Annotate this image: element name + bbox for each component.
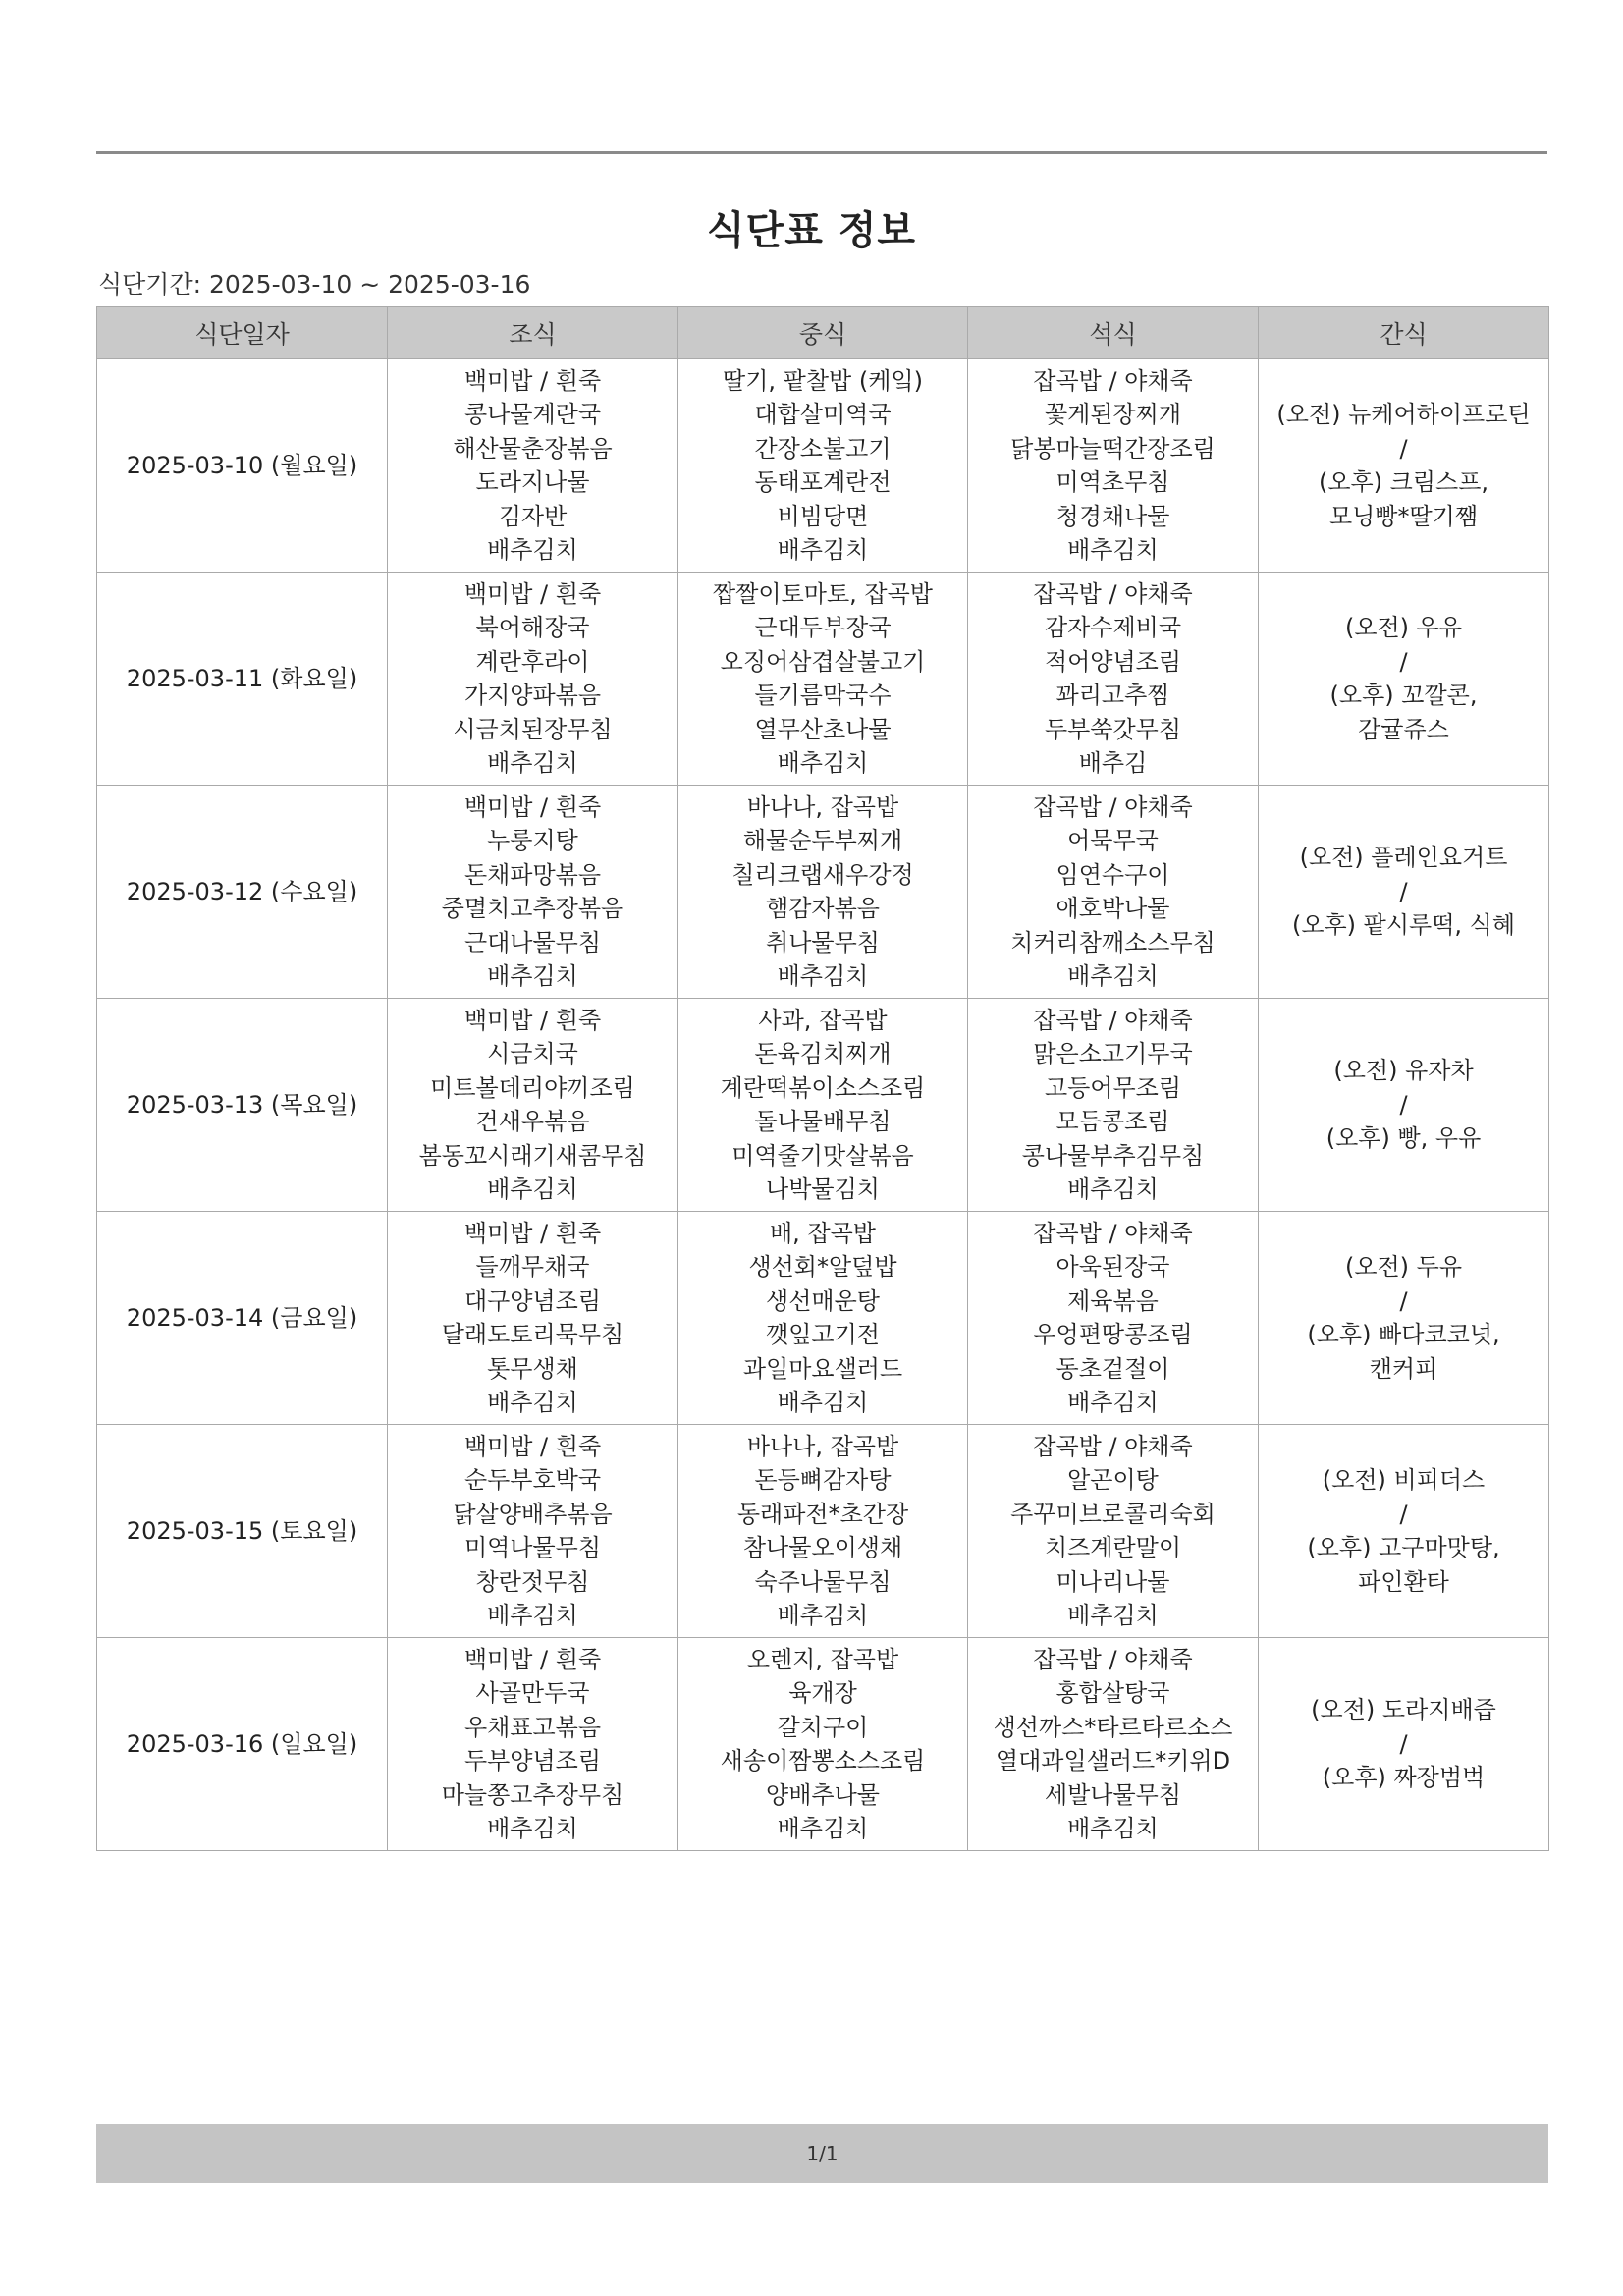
menu-item: 고등어무조림 [1044,1073,1182,1102]
dinner-cell [968,359,1259,573]
menu-item: 잡곡밥 / 야채죽 [1033,366,1193,395]
menu-item: 배추김치 [1067,962,1159,990]
menu-item: 계란떡볶이소스조림 [720,1073,926,1102]
menu-item: 파인환타 [1358,1567,1449,1596]
lunch-cell [678,1638,968,1851]
menu-item: (오전) 도라지배즙 [1311,1696,1496,1724]
menu-item: 제육볶음 [1067,1286,1159,1315]
page-title: 식단표 정보 [706,208,917,253]
menu-item: 백미밥 / 흰죽 [463,1432,602,1460]
menu-item: 배추김치 [487,536,578,564]
menu-item: 참나물오이생채 [742,1534,903,1561]
table-row [97,1638,1549,1851]
menu-item: 콩나물부추김무침 [1021,1141,1205,1170]
menu-item: (오후) 고구마맛탕, [1307,1534,1500,1561]
menu-item: 배추김치 [1067,536,1159,564]
menu-item: 배추김치 [777,962,869,990]
page-number: 1/1 [806,2142,839,2165]
breakfast-cell [388,999,678,1212]
menu-item: 꽈리고추찜 [1055,682,1170,709]
menu-item: 도라지나물 [475,468,590,496]
menu-item: 백미밥 / 흰죽 [463,366,602,395]
menu-item: (오전) 비피더스 [1322,1466,1486,1494]
lunch-cell [678,786,968,999]
date-cell: 2025-03-14 (금요일) [97,1212,388,1425]
table-row [97,573,1549,786]
menu-item: 주꾸미브로콜리숙회 [1010,1500,1216,1528]
menu-item: 배추김치 [1067,1389,1159,1416]
menu-item: 감자수제비국 [1044,614,1182,641]
menu-item: 배추김치 [487,1175,578,1203]
menu-item: 우엉편땅콩조림 [1033,1321,1193,1348]
menu-item: 해산물춘장볶음 [453,434,613,463]
menu-item: 톳무생채 [487,1354,578,1383]
menu-item: 해물순두부찌개 [742,827,903,854]
date-cell: 2025-03-10 (월요일) [97,359,388,573]
menu-item: 근대나물무침 [463,928,602,957]
menu-item: 누룽지탕 [487,827,578,854]
table-row [97,1425,1549,1638]
menu-item: 청경채나물 [1055,502,1170,530]
menu-item: 대구양념조림 [463,1286,602,1315]
lunch-cell [678,1212,968,1425]
menu-item: (오전) 두유 [1344,1253,1463,1281]
menu-item: 배추김치 [1067,1175,1159,1203]
menu-item: 양배추나물 [766,1780,880,1809]
menu-item: (오전) 유자차 [1333,1057,1474,1085]
table-row [97,359,1549,573]
menu-item: (오후) 크림스프, [1318,468,1489,496]
menu-item: 배추김치 [1067,1815,1159,1842]
menu-item: 캔커피 [1369,1354,1438,1383]
menu-item: 알곤이탕 [1067,1466,1159,1494]
menu-item: 치커리참깨소스무침 [1010,928,1216,957]
menu-item: / [1399,877,1408,905]
snack-cell [1259,1638,1549,1851]
menu-item: 마늘쫑고추장무침 [441,1780,624,1809]
meal-period: 식단기간: 2025-03-10 ~ 2025-03-16 [98,270,531,299]
header-snack: 간식 [1259,307,1549,359]
menu-item: 두부양념조림 [463,1747,602,1775]
menu-item: 백미밥 / 흰죽 [463,1219,602,1247]
header-dinner: 석식 [968,307,1259,359]
menu-item: 순두부호박국 [463,1466,602,1494]
menu-item: / [1399,1090,1408,1119]
menu-item: / [1399,434,1408,463]
menu-item: 미역나물무침 [463,1534,602,1561]
menu-item: 애호박나물 [1055,895,1170,922]
menu-item: 중멸치고추장볶음 [441,895,624,922]
menu-item: 나박물김치 [766,1175,880,1203]
menu-item: 배추김치 [487,962,578,990]
breakfast-cell [388,1425,678,1638]
date-cell: 2025-03-16 (일요일) [97,1638,388,1851]
date-cell: 2025-03-11 (화요일) [97,573,388,786]
menu-item: 배추김치 [1067,1602,1159,1629]
menu-item: 열무산초나물 [754,715,892,743]
menu-item: 우채표고볶음 [463,1713,602,1741]
snack-cell [1259,573,1549,786]
menu-item: 건새우볶음 [475,1108,590,1135]
menu-item: 비빔당면 [777,502,869,530]
snack-cell [1259,359,1549,573]
menu-item: 미트볼데리야끼조림 [430,1073,635,1102]
menu-item: 임연수구이 [1055,860,1170,889]
menu-item: 미역줄기맛살볶음 [731,1141,914,1170]
menu-item: 잡곡밥 / 야채죽 [1033,1006,1193,1034]
lunch-cell [678,359,968,573]
menu-item: 육개장 [788,1679,857,1707]
header-date: 식단일자 [97,307,388,359]
menu-item: 배, 잡곡밥 [770,1219,876,1247]
menu-item: 잡곡밥 / 야채죽 [1033,579,1193,608]
snack-cell [1259,999,1549,1212]
menu-item: 아욱된장국 [1055,1253,1170,1281]
menu-item: 미나리나물 [1055,1567,1170,1596]
dinner-cell [968,1638,1259,1851]
menu-item: 배추김치 [487,1815,578,1842]
menu-item: 배추김 [1078,749,1148,777]
menu-item: 동초겉절이 [1055,1354,1170,1383]
menu-item: 배추김치 [487,749,578,777]
menu-item: 두부쑥갓무침 [1044,715,1182,743]
breakfast-cell [388,786,678,999]
dinner-cell [968,786,1259,999]
menu-item: 김자반 [498,502,568,530]
top-divider [96,151,1547,154]
header-lunch: 중식 [678,307,968,359]
menu-item: 잡곡밥 / 야채죽 [1033,1219,1193,1247]
menu-item: 오렌지, 잡곡밥 [746,1645,899,1673]
menu-item: 백미밥 / 흰죽 [463,793,602,821]
snack-cell [1259,1212,1549,1425]
snack-cell [1259,786,1549,999]
footer-bar [96,2124,1548,2183]
menu-item: 햄감자볶음 [766,895,880,922]
menu-item: 백미밥 / 흰죽 [463,1006,602,1034]
menu-item: 배추김치 [777,1602,869,1629]
menu-item: (오후) 짜장범벅 [1322,1764,1486,1792]
menu-item: 배추김치 [487,1602,578,1629]
menu-item: 잡곡밥 / 야채죽 [1033,1432,1193,1460]
menu-item: (오전) 뉴케어하이프로틴 [1276,401,1531,428]
menu-item: 시금치국 [487,1040,578,1067]
menu-item: 닭봉마늘떡간장조림 [1010,434,1216,463]
menu-item: 동태포계란전 [754,468,892,496]
lunch-cell [678,573,968,786]
breakfast-cell [388,1638,678,1851]
breakfast-cell [388,573,678,786]
menu-item: 깻잎고기전 [766,1321,880,1348]
date-cell: 2025-03-12 (수요일) [97,786,388,999]
menu-item: 배추김치 [777,749,869,777]
table-row [97,786,1549,999]
menu-item: 미역초무침 [1055,468,1170,496]
menu-item: 대합살미역국 [754,401,892,428]
menu-item: 돈등뼈감자탕 [754,1466,892,1494]
menu-item: 모닝빵*딸기쨈 [1328,502,1479,530]
menu-item: (오전) 플레인요거트 [1299,844,1508,872]
menu-item: 칠리크랩새우강정 [731,860,914,889]
menu-item: 잡곡밥 / 야채죽 [1033,1645,1193,1673]
menu-item: 딸기, 팥찰밥 (케잌) [723,366,923,395]
menu-item: 배추김치 [777,1815,869,1842]
breakfast-cell [388,1212,678,1425]
menu-item: 갈치구이 [777,1713,869,1741]
menu-item: 들기름막국수 [754,682,892,709]
menu-item: 세발나물무침 [1044,1780,1182,1809]
lunch-cell [678,1425,968,1638]
menu-item: 백미밥 / 흰죽 [463,579,602,608]
lunch-cell [678,999,968,1212]
menu-item: 백미밥 / 흰죽 [463,1645,602,1673]
dinner-cell [968,999,1259,1212]
menu-item: 계란후라이 [475,647,590,676]
menu-item: 숙주나물무침 [754,1567,892,1596]
menu-item: 모듬콩조림 [1055,1108,1170,1135]
menu-item: 돈육김치찌개 [754,1040,892,1067]
menu-item: 창란젓무침 [475,1567,590,1596]
menu-item: 동래파전*초간장 [736,1500,909,1528]
menu-item: 짭짤이토마토, 잡곡밥 [713,579,933,608]
menu-item: 들깨무채국 [475,1253,590,1281]
date-cell: 2025-03-13 (목요일) [97,999,388,1212]
menu-item: 생선매운탕 [766,1286,880,1315]
menu-item: 감귤쥬스 [1358,715,1449,743]
menu-item: 돌나물배무침 [754,1108,892,1135]
menu-item: 시금치된장무침 [453,715,613,743]
menu-item: 오징어삼겹살불고기 [720,647,926,676]
table-row [97,999,1549,1212]
menu-item: 배추김치 [487,1389,578,1416]
table-header-row [97,307,1549,359]
table-body [97,359,1549,1851]
menu-item: 어묵무국 [1067,827,1159,854]
menu-item: / [1399,1729,1408,1758]
menu-item: / [1399,1500,1408,1528]
menu-item: / [1399,647,1408,676]
menu-item: (오후) 꼬깔콘, [1329,682,1478,709]
snack-cell [1259,1425,1549,1638]
menu-item: 맑은소고기무국 [1033,1040,1193,1067]
menu-item: 치즈계란말이 [1044,1534,1182,1561]
dinner-cell [968,573,1259,786]
header-breakfast: 조식 [388,307,678,359]
menu-item: 적어양념조림 [1044,647,1182,676]
menu-item: (오후) 팥시루떡, 식혜 [1291,911,1516,940]
menu-item: 홍합살탕국 [1055,1679,1170,1707]
meal-table [96,306,1549,1851]
menu-item: 북어해장국 [475,614,590,641]
dinner-cell [968,1425,1259,1638]
menu-item: (오후) 빠다코코넛, [1307,1321,1500,1348]
menu-item: 배추김치 [777,1389,869,1416]
menu-item: 생선까스*타르타르소스 [993,1713,1233,1741]
menu-item: 근대두부장국 [754,614,892,641]
table-row [97,1212,1549,1425]
menu-item: (오전) 우유 [1344,614,1463,641]
breakfast-cell [388,359,678,573]
menu-item: 취나물무침 [766,928,880,957]
menu-item: 달래도토리묵무침 [441,1321,624,1348]
menu-item: 콩나물계란국 [463,401,602,428]
menu-item: 봄동꼬시래기새콤무침 [418,1141,647,1170]
menu-item: / [1399,1286,1408,1315]
menu-item: 사골만두국 [475,1679,590,1707]
menu-item: 가지양파볶음 [463,682,602,709]
menu-item: 사과, 잡곡밥 [758,1006,888,1034]
menu-item: 바나나, 잡곡밥 [746,1432,899,1460]
menu-item: 열대과일샐러드*키위D [995,1747,1231,1775]
menu-item: 간장소불고기 [754,434,892,463]
menu-item: 잡곡밥 / 야채죽 [1033,793,1193,821]
date-cell: 2025-03-15 (토요일) [97,1425,388,1638]
menu-item: 배추김치 [777,536,869,564]
menu-item: 바나나, 잡곡밥 [746,793,899,821]
menu-item: 닭살양배추볶음 [453,1500,613,1528]
menu-item: 꽃게된장찌개 [1044,401,1182,428]
menu-item: 생선회*알덮밥 [748,1253,897,1281]
menu-item: 과일마요샐러드 [742,1354,903,1383]
menu-item: 새송이짬뽕소스조림 [720,1747,926,1775]
menu-item: (오후) 빵, 우유 [1325,1124,1482,1153]
menu-item: 돈채파망볶음 [463,860,602,889]
dinner-cell [968,1212,1259,1425]
